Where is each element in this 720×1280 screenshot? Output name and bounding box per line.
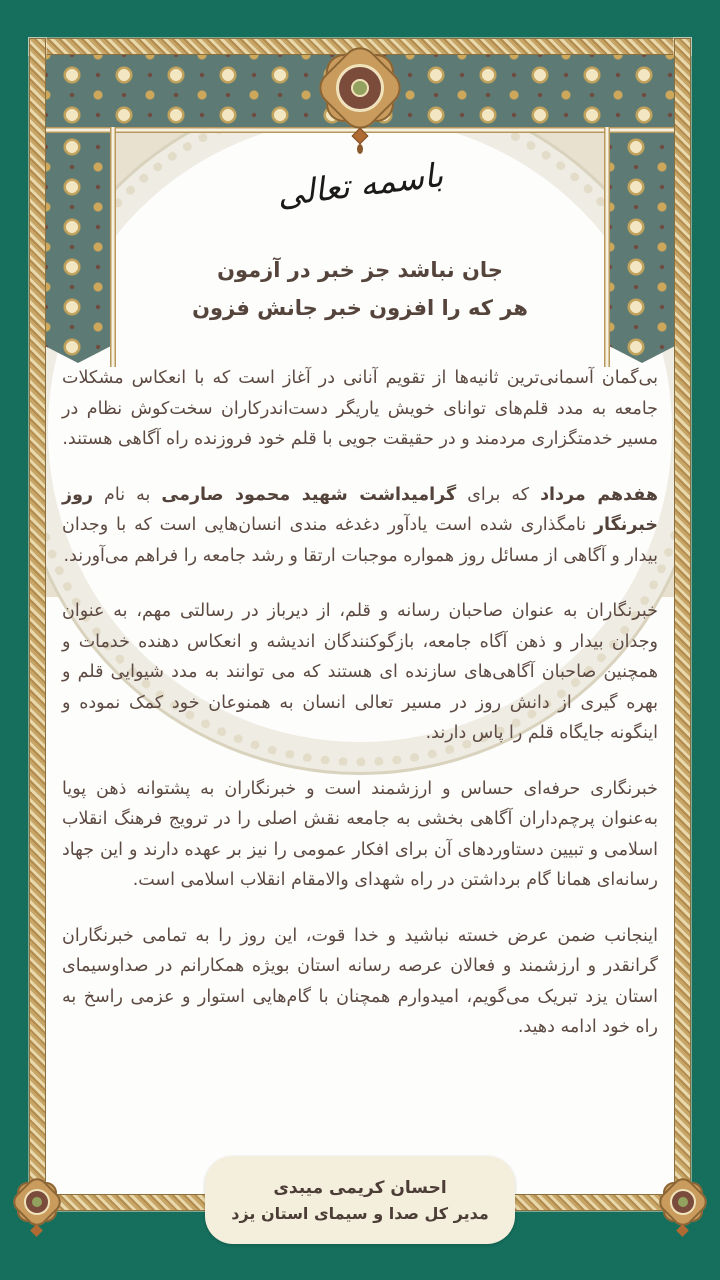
corner-medallion-left-icon [11, 1176, 63, 1250]
floral-ornament-band-left [46, 127, 110, 363]
paragraph: هفدهم مرداد که برای گرامیداشت شهید محمود صارمی به نام روز خبرنگار نامگذاری شده است یادآور دغدغه مندی انسان‌هایی است که با وجدان بیدار و آگاهی از مسائل روز همواره موجبات ارتقا و رشد جامعه را فراهم می‌آورند. [62, 484, 659, 566]
signature-title: مدیر کل صدا و سیمای استان یزد [231, 1203, 489, 1223]
corner-medallion-right-icon [657, 1176, 709, 1250]
border-braid-left [29, 38, 46, 1211]
signature-name: احسان کریمی میبدی [273, 1177, 447, 1198]
gold-trim-left [110, 127, 116, 367]
bismillah-calligraphy: باسمه تعالی [274, 154, 446, 215]
poem-line-2: هر که را افزون خبر جانش فزون [192, 296, 528, 320]
message-body [62, 363, 658, 1068]
border-braid-right [674, 38, 691, 1211]
paragraph: بی‌گمان آسمانی‌ترین ثانیه‌ها از تقویم آنانی در آغاز است که با انعکاس مشکلات جامعه به مدد قلم‌های توانای خویش یاریگر دست‌اندرکاران سخت‌کوش نظام در مسیر خدمتگزاری مردمند و در حقیقت جویی با قلم خود فروزنده راه آگاهی هستند. [62, 368, 658, 449]
signature-cartouche [205, 1156, 515, 1244]
paper-sheet [46, 55, 674, 1194]
poem-couplet [46, 251, 674, 327]
paragraph: خبرنگاری حرفه‌ای حساس و ارزشمند است و خبرنگاران به پشتوانه ذهن پویا به‌عنوان پرچم‌داران آگاهی بخشی به جامعه نقش اصلی را در ترویج فرهنگ انقلاب اسلامی و تبیین دستاوردهای آن برای افکار عمومی را نیز بر عهده دارند و این جهاد رسانه‌ای همانا گام برداشتن در راه شهدای والامقام انقلاب اسلامی است. [62, 778, 658, 890]
toranj-medallion-icon [318, 46, 402, 166]
poem-line-1: جان نباشد جز خبر در آزمون [217, 258, 503, 282]
paragraph: خبرنگاران به عنوان صاحبان رسانه و قلم، از دیرباز در رسالتی مهم، به عنوان وجدان بیدار و ذهن آگاه جامعه، بازگوکنندگان اندیشه و انعکاس دهنده خدمات و همچنین صاحبان آگاهی‌های سازنده ای هستند که می توانند به مدد شیوایی قلم و بهره گیری از دانش روز در مسیر تعالی انسان به همنوعان خود کمک نموده و اینگونه جایگاه قلم را پاس دارند. [62, 601, 658, 743]
paragraph: اینجانب ضمن عرض خسته نباشید و خدا قوت، این روز را به تمامی خبرنگاران گرانقدر و ارزشمند و فعالان عرصه رسانه استان بویژه همکارانم در صداوسیمای استان یزد تبریک می‌گویم، امیدوارم همچنان با گام‌هایی استوار و عزمی راسخ به راه خود ادامه دهید. [62, 925, 658, 1037]
